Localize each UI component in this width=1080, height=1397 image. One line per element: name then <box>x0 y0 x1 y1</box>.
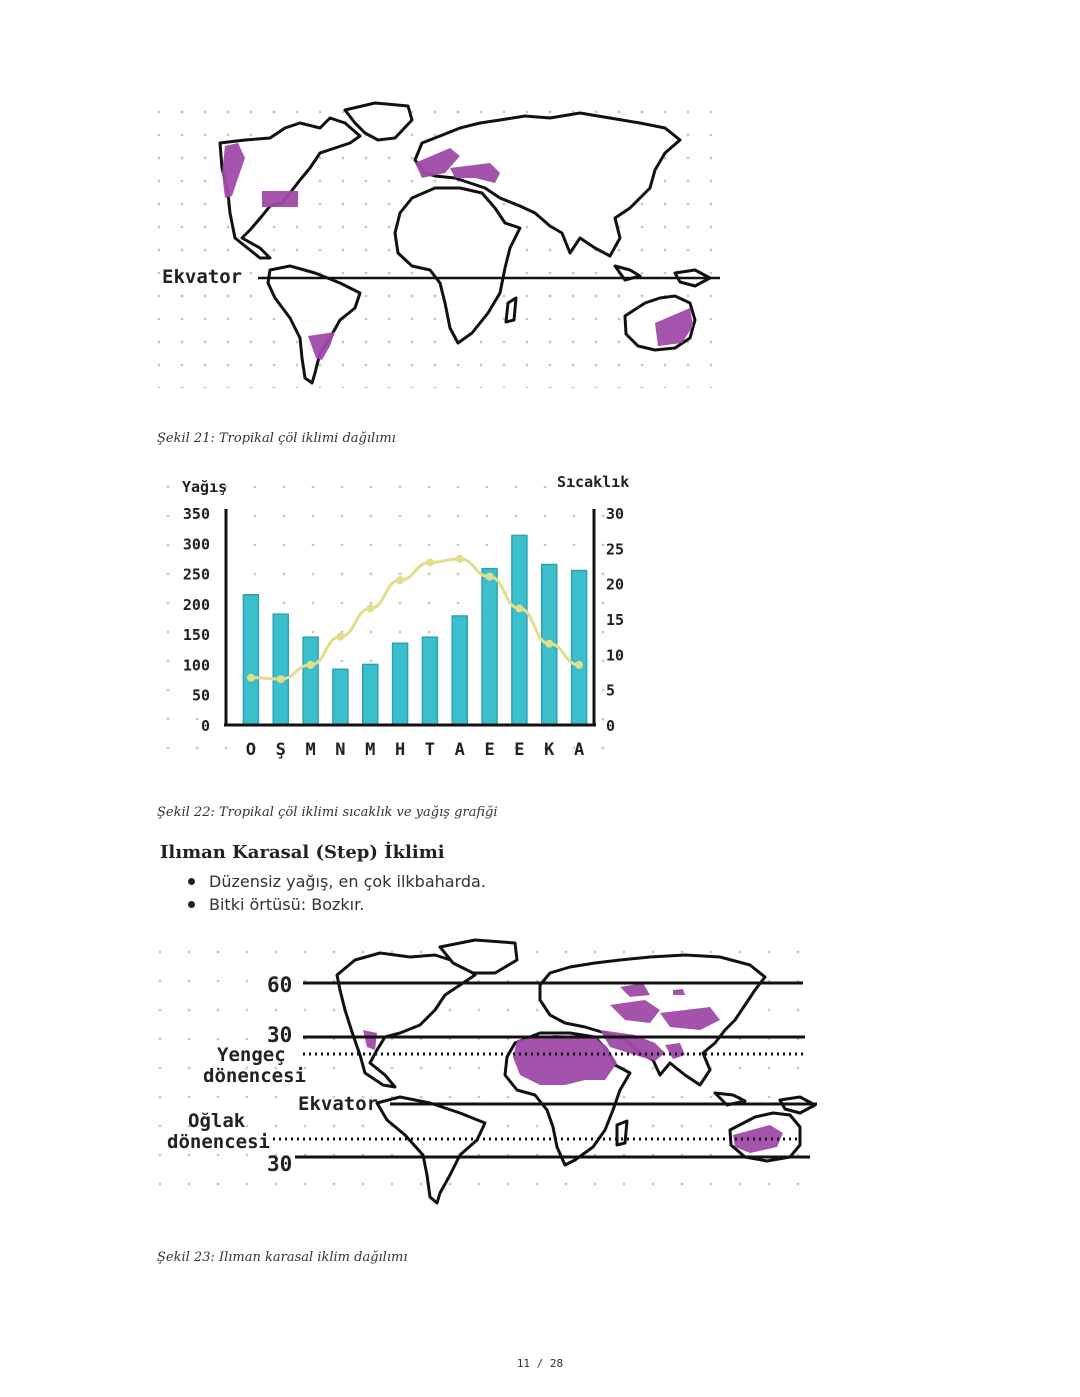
equator-label: Ekvator <box>298 1093 379 1115</box>
precipitation-bar <box>452 616 467 725</box>
precipitation-bar <box>243 595 258 725</box>
temperature-point <box>336 633 344 641</box>
x-tick-label: M <box>305 740 316 760</box>
x-tick-label: A <box>454 740 465 760</box>
y2-tick-label: 20 <box>606 575 625 594</box>
temperature-point <box>277 675 285 683</box>
temperature-point <box>515 604 523 612</box>
temperature-point <box>307 661 315 669</box>
y-tick-label: 50 <box>191 686 210 705</box>
figure-23-world-map <box>155 935 820 1205</box>
x-tick-label: M <box>365 740 376 760</box>
x-tick-label: Ş <box>275 740 286 760</box>
precipitation-bar <box>393 643 408 725</box>
desert-mexico <box>262 191 298 207</box>
tropic-cancer-label-2: dönencesi <box>203 1065 306 1087</box>
precipitation-bar <box>482 569 497 725</box>
y-axis-title: Yağış <box>182 478 228 496</box>
madagascar-outline <box>506 298 516 322</box>
y-tick-label: 250 <box>182 565 210 584</box>
figure-22-caption: Şekil 22: Tropikal çöl iklimi sıcaklık ve yağış grafiği <box>157 805 498 820</box>
figure-22-climate-chart <box>160 465 630 765</box>
steppe-sahara <box>513 1035 617 1085</box>
precipitation-bar <box>363 664 378 725</box>
precipitation-bar <box>422 637 437 725</box>
figure-21-world-map <box>150 98 730 388</box>
temperature-point <box>396 576 404 584</box>
temperature-point <box>366 604 374 612</box>
temperature-point <box>456 555 464 563</box>
y2-tick-label: 15 <box>606 611 625 629</box>
tropic-capricorn-label: Oğlak <box>188 1110 246 1132</box>
y2-tick-label: 10 <box>606 646 625 665</box>
madagascar-outline <box>617 1121 627 1145</box>
bullet-item: Düzensiz yağış, en çok ilkbaharda. <box>188 870 486 893</box>
precipitation-bar <box>303 637 318 725</box>
y-tick-label: 300 <box>182 535 210 554</box>
temperature-point <box>426 558 434 566</box>
lat-30n-label: 30 <box>267 1023 293 1047</box>
section-bullet-list <box>188 870 486 916</box>
y-tick-label: 200 <box>182 595 210 614</box>
y2-tick-label: 30 <box>606 505 625 523</box>
temperature-point <box>486 573 494 581</box>
x-tick-label: E <box>514 740 525 760</box>
y-tick-label: 350 <box>182 505 210 523</box>
steppe-mongolia-2 <box>673 989 685 995</box>
precipitation-bar <box>572 571 587 725</box>
y-tick-label: 150 <box>182 626 210 645</box>
y-tick-label: 100 <box>182 656 210 675</box>
x-tick-label: N <box>335 740 346 760</box>
y-tick-label: 0 <box>200 717 210 735</box>
temperature-point <box>575 661 583 669</box>
bullet-item: Bitki örtüsü: Bozkır. <box>188 893 486 916</box>
page-number: 11 / 28 <box>516 1357 564 1370</box>
y2-tick-label: 0 <box>606 717 616 735</box>
tropic-cancer-label: Yengeç <box>217 1044 286 1066</box>
x-tick-label: A <box>573 740 585 760</box>
x-tick-label: T <box>424 740 436 760</box>
temperature-point <box>247 674 255 682</box>
x-tick-label: K <box>544 740 555 760</box>
tropic-capricorn-label-2: dönencesi <box>167 1131 270 1153</box>
precipitation-bar <box>273 614 288 725</box>
y2-axis-title: Sıcaklık <box>557 473 630 491</box>
precipitation-bar <box>512 535 527 725</box>
section-title: Ilıman Karasal (Step) İklimi <box>160 842 445 863</box>
precipitation-bar <box>333 669 348 725</box>
y2-tick-label: 25 <box>606 540 625 559</box>
x-tick-label: H <box>394 740 406 760</box>
x-tick-label: O <box>245 740 257 760</box>
equator-label: Ekvator <box>162 266 243 288</box>
figure-23-caption: Şekil 23: Ilıman karasal iklim dağılımı <box>157 1250 408 1265</box>
temperature-point <box>545 640 553 648</box>
lat-60-label: 60 <box>267 973 293 997</box>
lat-30s-label: 30 <box>267 1152 293 1176</box>
x-tick-label: E <box>484 740 495 760</box>
figure-21-caption: Şekil 21: Tropikal çöl iklimi dağılımı <box>157 431 396 446</box>
y2-tick-label: 5 <box>606 681 616 700</box>
